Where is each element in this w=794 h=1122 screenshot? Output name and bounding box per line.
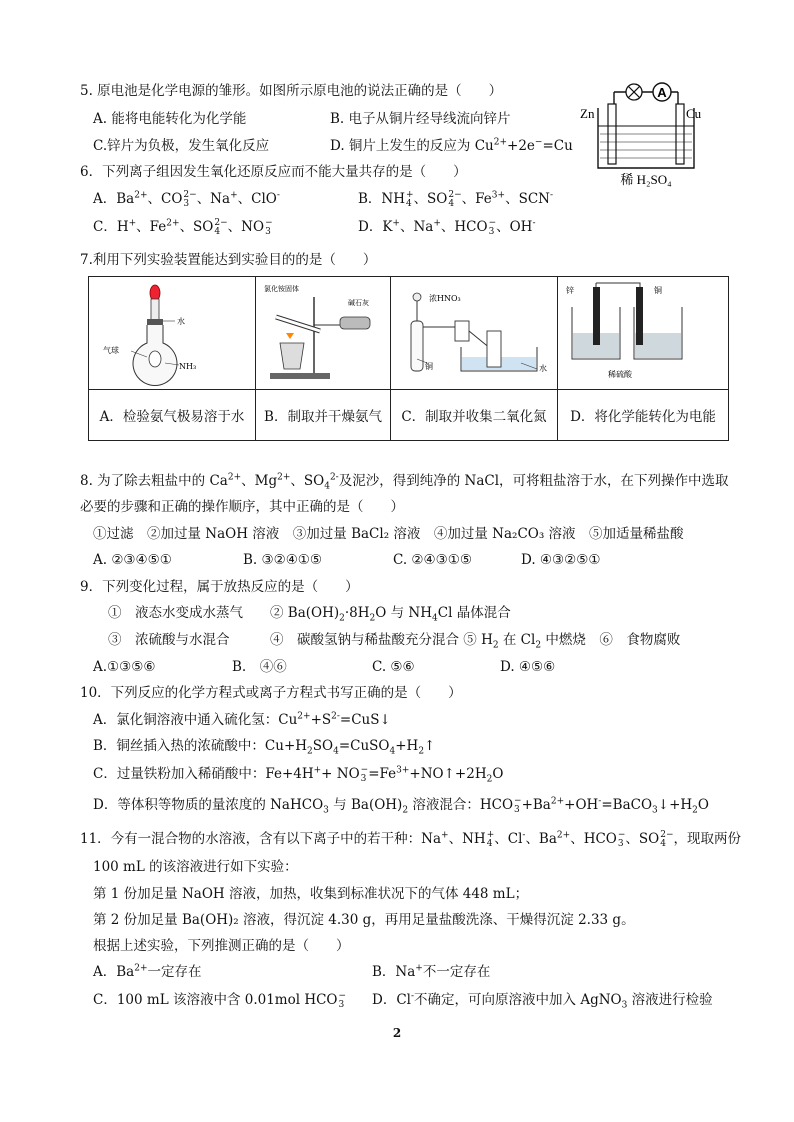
copper-label: Cu	[686, 106, 702, 121]
sulfuric-acid-label: 稀硫酸	[608, 370, 632, 379]
galvanic-cell-figure	[576, 78, 716, 188]
q6-option-c: C．H+、$Fe^{2+}$、SO 2− 4 、NO − 3	[93, 217, 273, 237]
q8-option-a: A. ②③④⑤①	[93, 552, 172, 568]
q7-apparatus-table	[88, 276, 729, 441]
nh3-label: NH₃	[179, 362, 197, 371]
q8-operations: ①过滤 ②加过量 NaOH 溶液 ③加过量 BaCl₂ 溶液 ④加过量 Na₂CO₃ 溶液 ⑤加适量稀盐酸	[93, 526, 684, 542]
acid-label: 稀 H₂SO₄	[620, 172, 672, 187]
q9-stem: 9．下列变化过程，属于放热反应的是（ ）	[80, 579, 359, 595]
apparatus-b	[256, 277, 391, 390]
q9-items-line2: ③ 浓硫酸与水混合 ④ 碳酸氢钠与稀盐酸充分混合 ⑤ $H_2$ 在 $Cl_2$ 中燃烧 ⑥ 食物腐败	[108, 632, 681, 651]
q11-option-b: B．Na+不一定存在	[372, 963, 491, 980]
q5-option-b: B. 电子从铜片经导线流向锌片	[330, 111, 511, 127]
q11-experiment-1: 第 1 份加足量 NaOH 溶液，加热，收集到标准状况下的气体 448 mL；	[93, 886, 529, 902]
copper-label-c: 铜	[425, 362, 433, 371]
q10-option-b: B．铜丝插入热的浓硫酸中：$Cu+H_2SO_4=CuSO_4+H_2↑$	[93, 738, 436, 757]
q8-option-c: C. ②④③①⑤	[393, 552, 472, 568]
water-label-c: 水	[539, 364, 547, 373]
q7-caption-b: B．制取并干燥氨气	[256, 390, 391, 441]
q5-option-c: C.锌片为负极，发生氧化反应	[93, 138, 270, 154]
q9-option-b: B. ④⑥	[232, 659, 287, 675]
q9-option-a: A.①③⑤⑥	[93, 659, 156, 675]
q8-stem-line1: 8. 为了除去粗盐中的 $Ca^{2+}$、$Mg^{2+}$、$SO_4^{2-}$及泥沙，得到纯净的 NaCl，可将粗盐溶于水，在下列操作中选取	[80, 472, 729, 492]
reagent-label: 氯化铵固体	[264, 285, 299, 293]
q6-option-b: B．NH + 4 、SO 2− 4 、$Fe^{3+}$、SCN-	[358, 189, 554, 209]
q11-stem-line1: 11．今有一混合物的水溶液，含有以下离子中的若干种：Na+、NH + 4 、Cl-、$Ba^{2+}$、HCO − 3 、SO 2− 4 ，现取两份	[80, 829, 742, 849]
q11-option-d: D．Cl-不确定，可向原溶液中加入 AgNO$_3$ 溶液进行检验	[372, 991, 713, 1011]
q10-stem: 10．下列反应的化学方程式或离子方程式书写正确的是（ ）	[80, 685, 462, 701]
q10-option-a: A．氯化铜溶液中通入硫化氢：$Cu^{2+}+S^{2-}=CuS↓$	[93, 711, 391, 728]
q9-items-line1: ① 液态水变成水蒸气 ② $Ba(OH)_2\cdot 8H_2O$ 与 $NH_4Cl$ 晶体混合	[108, 605, 511, 624]
q11-option-c: C．100 mL 该溶液中含 0.01mol HCO − 3	[93, 990, 347, 1010]
nitric-acid-label: 浓HNO₃	[429, 294, 461, 303]
apparatus-c	[391, 277, 558, 390]
page-number: 2	[392, 1026, 402, 1040]
q6-option-d: D．K+、Na+、HCO − 3 、OH-	[358, 217, 536, 237]
q5-option-d: D. 铜片上发生的反应为 $Cu^{2+}+2e^-=Cu$	[330, 137, 573, 154]
q5-stem: 5. 原电池是化学电源的雏形。如图所示原电池的说法正确的是（ ）	[80, 83, 503, 99]
apparatus-d	[558, 277, 729, 390]
q11-experiment-2: 第 2 份加足量 Ba(OH)₂ 溶液，得沉淀 4.30 g，再用足量盐酸洗涤、干燥得沉淀 2.33 g。	[93, 912, 635, 928]
q10-option-c: C．过量铁粉加入稀硝酸中：Fe+4H++ NO − 3 $=Fe^{3+}+NO↑+2H_2O$	[93, 764, 504, 785]
copper-label-d: 铜	[654, 286, 662, 295]
q7-caption-d: D．将化学能转化为电能	[558, 390, 729, 441]
q5-option-a: A. 能将电能转化为化学能	[93, 111, 247, 127]
q7-caption-a: A．检验氨气极易溶于水	[89, 390, 256, 441]
q11-stem-line2: 100 mL 的该溶液进行如下实验：	[93, 859, 298, 875]
water-label-a: 水	[177, 317, 185, 326]
zinc-label-d: 锌	[566, 286, 574, 295]
q6-option-a: A．$Ba^{2+}$、CO 2− 3 、Na+、ClO-	[93, 189, 280, 209]
q8-option-b: B. ③②④①⑤	[243, 552, 323, 568]
q10-option-d: D．等体积等物质的量浓度的 NaHCO$_3$ 与 $Ba(OH)_2$ 溶液混合：HCO − 3 $+Ba^{2+}+OH^-=BaCO_3↓+H_2O$	[93, 795, 709, 816]
balloon-label: 气球	[103, 346, 119, 355]
q8-option-d: D. ④③②⑤①	[521, 552, 601, 568]
q6-stem: 6．下列离子组因发生氧化还原反应而不能大量共存的是（ ）	[80, 164, 467, 180]
drier-label: 碱石灰	[348, 299, 369, 307]
ammeter-label: A	[657, 85, 667, 100]
q8-stem-line2: 必要的步骤和正确的操作顺序，其中正确的是（ ）	[80, 499, 404, 515]
q9-option-c: C. ⑤⑥	[372, 659, 415, 675]
q11-ask: 根据上述实验，下列推测正确的是（ ）	[93, 938, 350, 954]
apparatus-a	[89, 277, 256, 390]
zinc-label: Zn	[580, 106, 595, 121]
q7-stem: 7.利用下列实验装置能达到实验目的的是（ ）	[80, 252, 377, 268]
q9-option-d: D. ④⑤⑥	[500, 659, 556, 675]
q7-caption-c: C．制取并收集二氧化氮	[391, 390, 558, 441]
q11-option-a: A．$Ba^{2+}$一定存在	[93, 963, 202, 980]
